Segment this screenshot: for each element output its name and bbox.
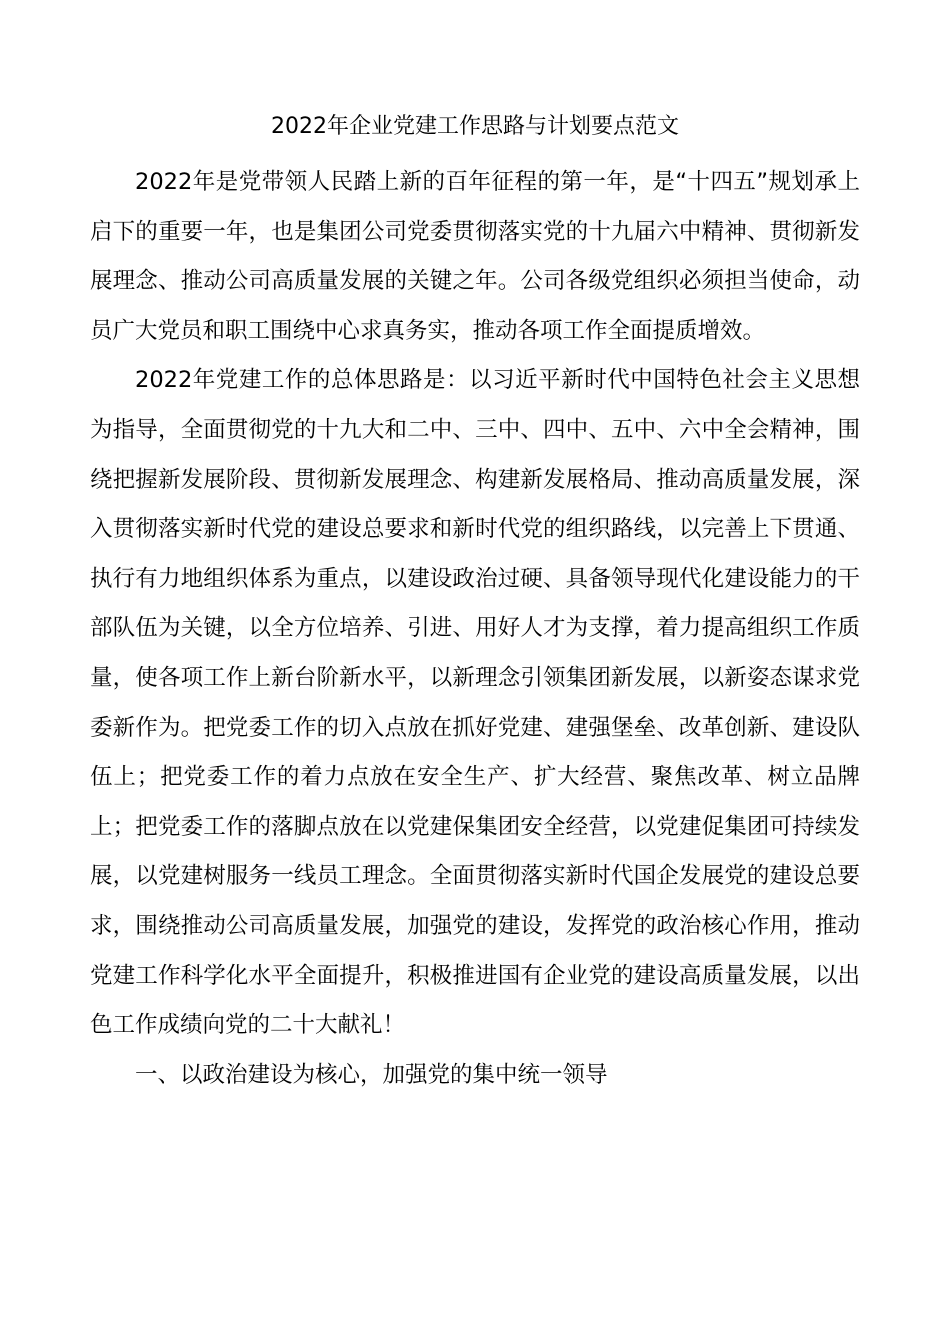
document-title: 2022年企业党建工作思路与计划要点范文 — [271, 114, 679, 139]
paragraph-overall-approach: 2022年党建工作的总体思路是：以习近平新时代中国特色社会主义思想为指导，全面贯彻党的十九大和二中、三中、四中、五中、六中全会精神，围绕把握新发展阶段、贯彻新发展理念、构建新发展格局、推动高质量发展，深入贯彻落实新时代党的建设总要求和新时代党的组织路线，以完善上下贯通、执行有力地组织体系为重点，以建设政治过硬、具备领导现代化建设能力的干部队伍为关键，以全方位培养、引进、用好人才为支撑，着力提高组织工作质量，使各项工作上新台阶新水平，以新理念引领集团新发展，以新姿态谋求党委新作为。把党委工作的切入点放在抓好党建、建强堡垒、改革创新、建设队伍上；把党委工作的着力点放在安全生产、扩大经营、聚焦改革、树立品牌上；把党委工作的落脚点放在以党建保集团安全经营，以党建促集团可持续发展，以党建树服务一线员工理念。全面贯彻落实新时代国企发展党的建设总要求，围绕推动公司高质量发展，加强党的建设，发挥党的政治核心作用，推动党建工作科学化水平全面提升，积极推进国有企业党的建设高质量发展，以出色工作成绩向党的二十大献礼！ — [90, 367, 860, 1039]
document-body — [90, 158, 860, 1100]
paragraph-intro: 2022年是党带领人民踏上新的百年征程的第一年，是“十四五”规划承上启下的重要一年，也是集团公司党委贯彻落实党的十九届六中精神、贯彻新发展理念、推动公司高质量发展的关键之年。公司各级党组织必须担当使命，动员广大党员和职工围绕中心求真务实，推动各项工作全面提质增效。 — [90, 169, 860, 344]
section-heading-1: 一、以政治建设为核心，加强党的集中统一领导 — [135, 1061, 608, 1088]
